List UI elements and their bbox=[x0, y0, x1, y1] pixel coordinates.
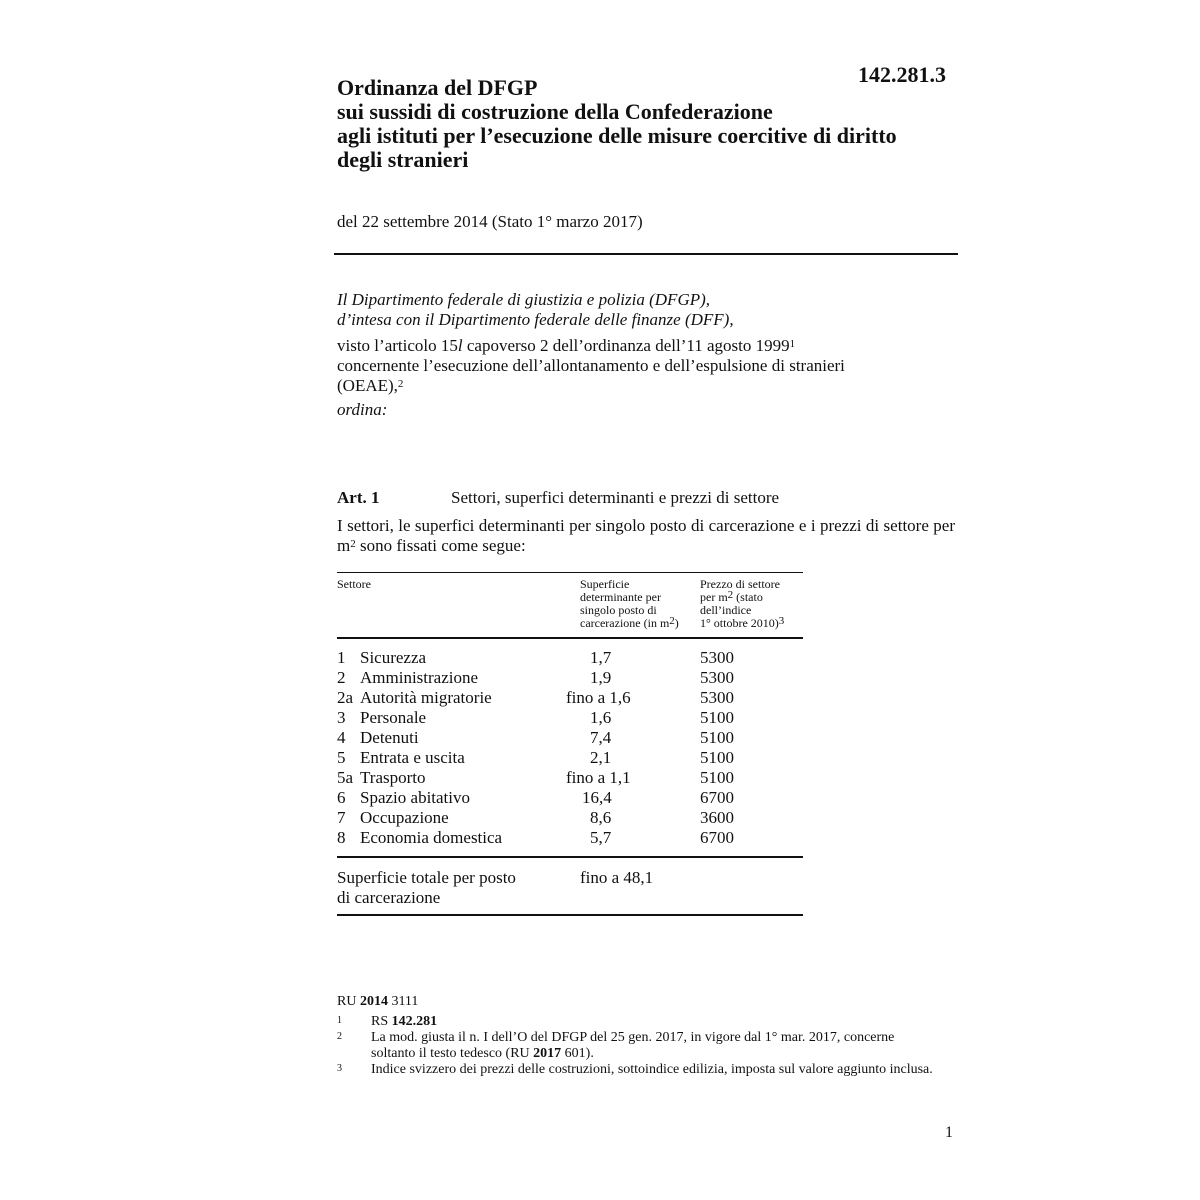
table-row bbox=[337, 708, 803, 728]
row-surface: 5,7 bbox=[590, 828, 612, 847]
row-surface: 8,6 bbox=[590, 808, 612, 827]
row-number: 6 bbox=[337, 788, 346, 807]
header-divider bbox=[334, 253, 958, 255]
header-text: (stato bbox=[733, 590, 763, 604]
table-row bbox=[337, 808, 803, 828]
row-number: 5a bbox=[337, 768, 354, 787]
header-line: Prezzo di settore bbox=[700, 577, 780, 591]
row-sector: Personale bbox=[360, 708, 427, 727]
row-sector: Detenuti bbox=[360, 728, 419, 747]
superscript: 2 bbox=[727, 589, 734, 601]
row-price: 5300 bbox=[700, 668, 734, 687]
footnote-mark: 3 bbox=[337, 1063, 342, 1074]
title-line: degli stranieri bbox=[337, 147, 469, 172]
header-line: Superficie bbox=[580, 577, 630, 591]
document-title bbox=[337, 76, 977, 172]
header-text: 1° ottobre 2010) bbox=[700, 616, 779, 630]
preamble-line: Il Dipartimento federale di giustizia e polizia (DFGP), bbox=[337, 290, 711, 309]
header-text: ) bbox=[674, 616, 679, 630]
footnotes bbox=[337, 1014, 937, 1078]
superscript: 2 bbox=[350, 538, 356, 550]
footnote-ref: 1 bbox=[789, 338, 796, 350]
page-number: 1 bbox=[945, 1124, 953, 1141]
row-price: 5300 bbox=[700, 688, 734, 707]
table-bottom-rule bbox=[337, 914, 803, 916]
superscript: 2 bbox=[669, 615, 675, 627]
sr-number: 142.281.3 bbox=[858, 62, 946, 87]
article-number: Art. 1 bbox=[337, 488, 380, 507]
table-row bbox=[337, 788, 803, 808]
row-sector: Economia domestica bbox=[360, 828, 503, 847]
footnote-bold: 2017 bbox=[533, 1046, 562, 1061]
header-line: singolo posto di bbox=[580, 603, 657, 617]
row-price: 5100 bbox=[700, 748, 734, 767]
row-price: 5100 bbox=[700, 708, 734, 727]
col-header-settore: Settore bbox=[337, 577, 371, 591]
row-sector: Autorità migratorie bbox=[360, 688, 492, 707]
visto-letter: l bbox=[457, 336, 463, 355]
article-intro bbox=[337, 516, 955, 556]
row-number: 2 bbox=[337, 668, 346, 687]
table-row bbox=[337, 648, 803, 668]
row-price: 5100 bbox=[700, 728, 734, 747]
col-header-prezzo bbox=[700, 578, 784, 630]
preamble-line bbox=[337, 376, 957, 396]
header-text: carcerazione (in m bbox=[580, 616, 670, 630]
header-line: dell’indice bbox=[700, 603, 752, 617]
footnote-text: La mod. giusta il n. I dell’O del DFGP del 25 gen. 2017, in vigore dal 1° mar. 2017, concerne soltanto il testo tedesco (RU bbox=[371, 1030, 895, 1061]
row-surface: 1,9 bbox=[590, 668, 612, 687]
row-sector: Trasporto bbox=[360, 768, 426, 787]
header-line bbox=[700, 617, 784, 630]
header-line bbox=[580, 617, 679, 630]
title-line: Ordinanza del DFGP bbox=[337, 75, 538, 100]
visto-text: (OEAE), bbox=[337, 376, 398, 395]
ru-year: 2014 bbox=[359, 994, 388, 1009]
row-number: 5 bbox=[337, 748, 346, 767]
preamble-line: concernente l’esecuzione dell’allontanamento e dell’espulsione di stranieri bbox=[337, 356, 845, 375]
ru-reference bbox=[337, 994, 418, 1010]
row-number: 3 bbox=[337, 708, 346, 727]
total-value: fino a 48,1 bbox=[580, 868, 654, 887]
ru-text: 3111 bbox=[387, 994, 419, 1009]
row-price: 6700 bbox=[700, 788, 734, 807]
footnote bbox=[337, 1062, 937, 1078]
row-surface: 2,1 bbox=[590, 748, 612, 767]
title-line: agli istituti per l’esecuzione delle misure coercitive di diritto bbox=[337, 123, 897, 148]
footnote bbox=[337, 1030, 937, 1062]
table-header-rule bbox=[337, 637, 803, 639]
row-surface: fino a 1,6 bbox=[566, 688, 631, 707]
table-row bbox=[337, 768, 803, 788]
preamble-line: d’intesa con il Dipartimento federale delle finanze (DFF), bbox=[337, 310, 734, 329]
article-title: Settori, superfici determinanti e prezzi di settore bbox=[451, 488, 780, 507]
row-surface: 1,6 bbox=[590, 708, 612, 727]
row-price: 5100 bbox=[700, 768, 734, 787]
row-number: 7 bbox=[337, 808, 346, 827]
row-price: 5300 bbox=[700, 648, 734, 667]
row-number: 4 bbox=[337, 728, 346, 747]
preamble bbox=[337, 290, 957, 420]
footnote-text: 601). bbox=[561, 1046, 594, 1061]
table-row bbox=[337, 688, 803, 708]
title-line: sui sussidi di costruzione della Confederazione bbox=[337, 99, 773, 124]
row-surface: 16,4 bbox=[582, 788, 612, 807]
table-total-rule bbox=[337, 856, 803, 858]
row-surface: 1,7 bbox=[590, 648, 612, 667]
total-label bbox=[337, 868, 557, 908]
table-row bbox=[337, 748, 803, 768]
header-text: per m bbox=[700, 590, 728, 604]
row-sector: Occupazione bbox=[360, 808, 449, 827]
footnote-text: RS bbox=[371, 1014, 392, 1029]
footnote-ref: 2 bbox=[397, 378, 404, 390]
total-label-line: di carcerazione bbox=[337, 888, 441, 907]
preamble-ordina: ordina: bbox=[337, 400, 388, 419]
preamble-visto bbox=[337, 336, 957, 356]
col-header-superficie bbox=[580, 578, 679, 630]
row-sector: Spazio abitativo bbox=[360, 788, 471, 807]
row-surface: 7,4 bbox=[590, 728, 612, 747]
row-sector: Sicurezza bbox=[360, 648, 427, 667]
footnote-bold: 142.281 bbox=[391, 1014, 438, 1029]
total-label-line: Superficie totale per posto bbox=[337, 868, 516, 887]
table-row bbox=[337, 728, 803, 748]
footnote-mark: 1 bbox=[337, 1015, 342, 1026]
row-number: 1 bbox=[337, 648, 346, 667]
visto-text: capoverso 2 dell’ordinanza dell’11 agosto 1999 bbox=[462, 336, 790, 355]
table-row bbox=[337, 668, 803, 688]
row-sector: Entrata e uscita bbox=[360, 748, 465, 767]
ru-text: RU bbox=[337, 994, 360, 1009]
document-date: del 22 settembre 2014 (Stato 1° marzo 2017) bbox=[337, 212, 643, 231]
row-number: 2a bbox=[337, 688, 354, 707]
footnote bbox=[337, 1014, 937, 1030]
article-heading bbox=[337, 488, 780, 508]
row-sector: Amministrazione bbox=[360, 668, 479, 687]
table-row bbox=[337, 828, 803, 848]
row-surface: fino a 1,1 bbox=[566, 768, 631, 787]
visto-text: visto l’articolo 15 bbox=[337, 336, 458, 355]
header-line: determinante per bbox=[580, 590, 661, 604]
intro-text: sono fissati come segue: bbox=[355, 536, 526, 555]
footnote-mark: 2 bbox=[337, 1031, 342, 1042]
row-price: 6700 bbox=[700, 828, 734, 847]
row-number: 8 bbox=[337, 828, 346, 847]
row-price: 3600 bbox=[700, 808, 734, 827]
table-top-rule bbox=[337, 572, 803, 573]
footnote-text: Indice svizzero dei prezzi delle costruzioni, sottoindice edilizia, imposta sul valore aggiunto inclusa. bbox=[371, 1062, 933, 1077]
superscript: 3 bbox=[778, 615, 785, 627]
intro-text: I settori, le superfici determinanti per singolo posto di carcerazione e i prezzi di settore per m bbox=[337, 516, 955, 555]
